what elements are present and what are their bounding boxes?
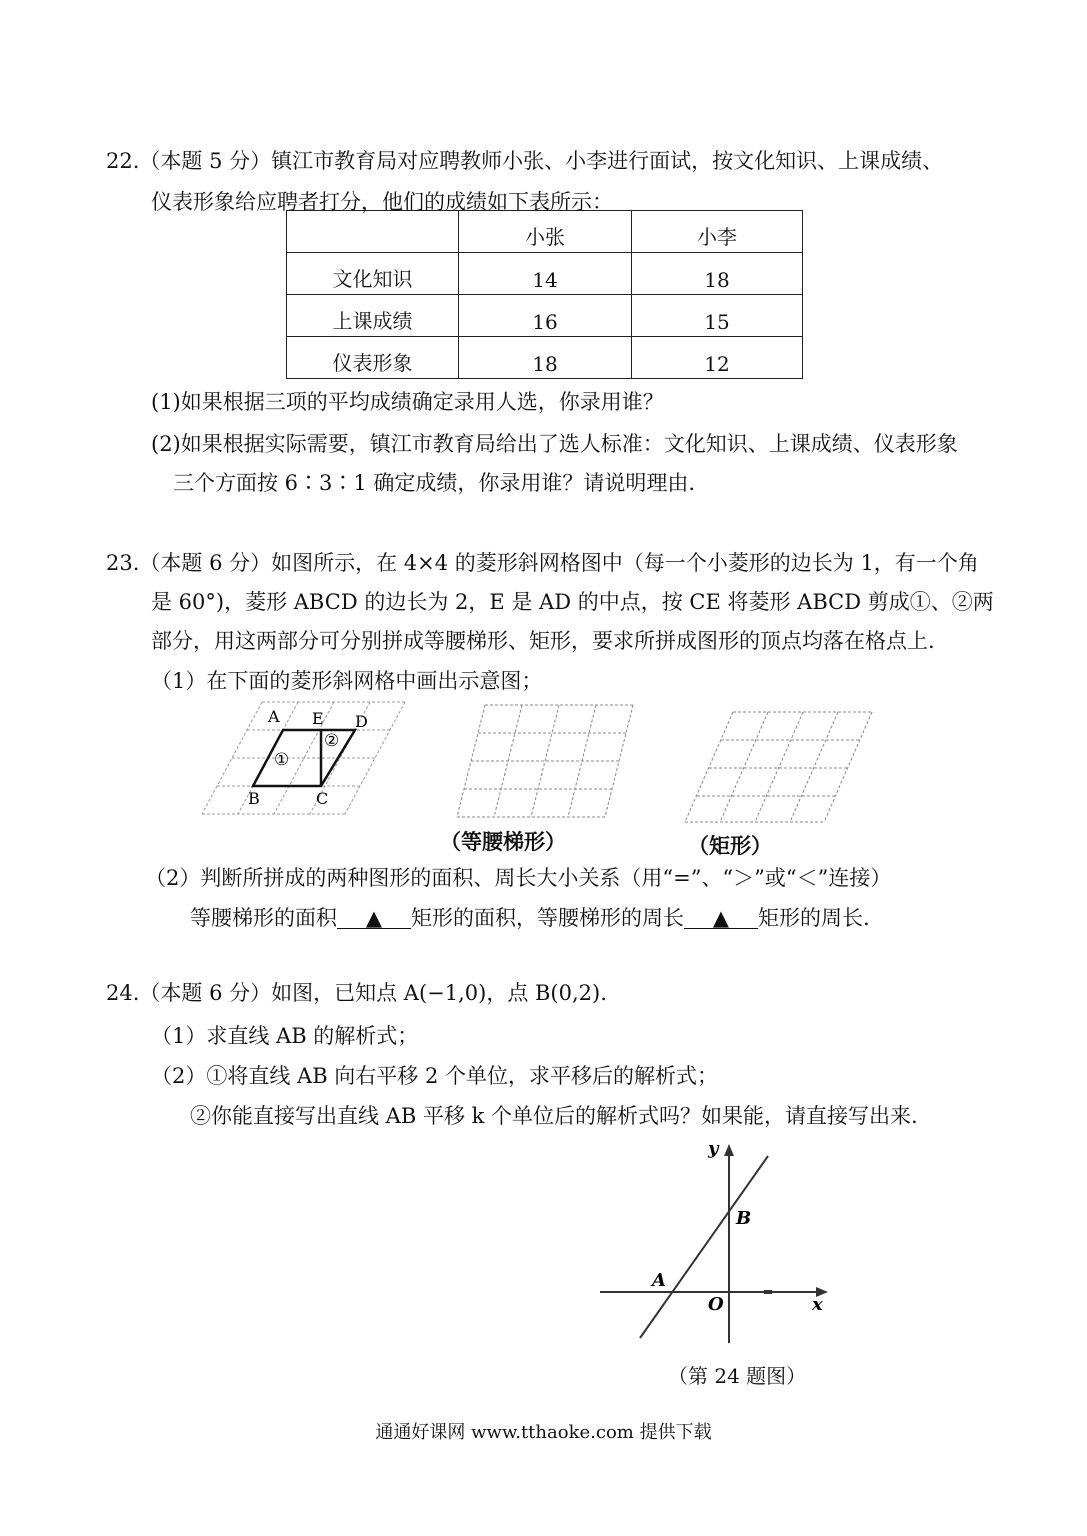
table-cell: 仪表形象 <box>287 337 459 379</box>
table-cell: 12 <box>632 337 803 379</box>
table-header-row <box>287 211 803 253</box>
table-cell: 18 <box>459 337 632 379</box>
origin-label: O <box>708 1294 724 1315</box>
answer-blank-area[interactable]: ▲ <box>337 908 411 929</box>
part1-label: ① <box>274 750 290 770</box>
label-a: A <box>268 707 280 726</box>
q23-line2: 是 60°)，菱形 ABCD 的边长为 2，E 是 AD 的中点，按 CE 将菱形 ABCD 剪成①、②两 <box>151 590 994 614</box>
table-cell: 16 <box>459 295 632 337</box>
fill-text-b: 矩形的面积，等腰梯形的周长 <box>411 906 684 930</box>
table-cell: 文化知识 <box>287 253 459 295</box>
q24-sub2b: ②你能直接写出直线 AB 平移 k 个单位后的解析式吗？如果能，请直接写出来. <box>190 1104 918 1128</box>
table-row <box>287 337 803 379</box>
table-header-cell: 小李 <box>632 211 803 253</box>
table-row <box>287 295 803 337</box>
fill-text-c: 矩形的周长. <box>758 906 870 930</box>
q23-sub2: （2）判断所拼成的两种图形的面积、周长大小关系（用“=”、“＞”或“＜”连接） <box>145 866 892 890</box>
q22-sub2a: (2)如果根据实际需要，镇江市教育局给出了选人标准：文化知识、上课成绩、仪表形象 <box>151 432 958 456</box>
fill-text-a: 等腰梯形的面积 <box>190 906 337 930</box>
figure-24-caption: （第 24 题图） <box>668 1364 807 1388</box>
label-e: E <box>312 709 324 728</box>
label-b: B <box>248 789 260 808</box>
rhombus-grid-figure <box>200 700 420 830</box>
table-cell: 18 <box>632 253 803 295</box>
q22-line2: 仪表形象给应聘者打分，他们的成绩如下表所示： <box>151 190 613 214</box>
caption-rectangle: （矩形） <box>688 833 772 858</box>
q23-line3: 部分，用这两部分可分别拼成等腰梯形、矩形，要求所拼成图形的顶点均落在格点上. <box>151 629 935 653</box>
point-b-label: B <box>736 1208 752 1229</box>
caption-trapezoid: （等腰梯形） <box>440 829 566 854</box>
label-d: D <box>355 712 368 731</box>
table-header-cell <box>287 211 459 253</box>
q23-line1: 23.（本题 6 分）如图所示，在 4×4 的菱形斜网格图中（每一个小菱形的边长为 1，有一个角 <box>106 551 979 575</box>
table-cell: 15 <box>632 295 803 337</box>
label-c: C <box>316 789 329 808</box>
part2-label: ② <box>324 731 340 751</box>
q22-sub1: (1)如果根据三项的平均成绩确定录用人选，你录用谁？ <box>151 390 664 414</box>
table-cell: 14 <box>459 253 632 295</box>
score-table <box>286 210 803 379</box>
answer-blank-perimeter[interactable]: ▲ <box>684 908 758 929</box>
q22-line1: 22.（本题 5 分）镇江市教育局对应聘教师小张、小李进行面试，按文化知识、上课成绩、 <box>106 149 944 173</box>
table-row <box>287 253 803 295</box>
q22-sub2b: 三个方面按 6∶3∶1 确定成绩，你录用谁？请说明理由. <box>173 471 696 495</box>
q24-line1: 24.（本题 6 分）如图，已知点 A(−1,0)，点 B(0,2). <box>106 981 607 1005</box>
x-axis-label: x <box>812 1294 823 1315</box>
q24-sub1: （1）求直线 AB 的解析式； <box>151 1024 419 1048</box>
q24-sub2a: （2）①将直线 AB 向右平移 2 个单位，求平移后的解析式； <box>151 1064 719 1088</box>
point-a-label: A <box>652 1270 666 1291</box>
table-cell: 上课成绩 <box>287 295 459 337</box>
coordinate-figure <box>598 1140 838 1355</box>
rectangle-grid <box>677 710 877 835</box>
trapezoid-grid <box>455 703 635 828</box>
y-axis-label: y <box>708 1138 719 1159</box>
q23-fill-line <box>190 902 870 932</box>
page-footer: 通通好课网 www.tthaoke.com 提供下载 <box>375 1422 712 1443</box>
q23-sub1: （1）在下面的菱形斜网格中画出示意图； <box>151 669 543 693</box>
table-header-cell: 小张 <box>459 211 632 253</box>
